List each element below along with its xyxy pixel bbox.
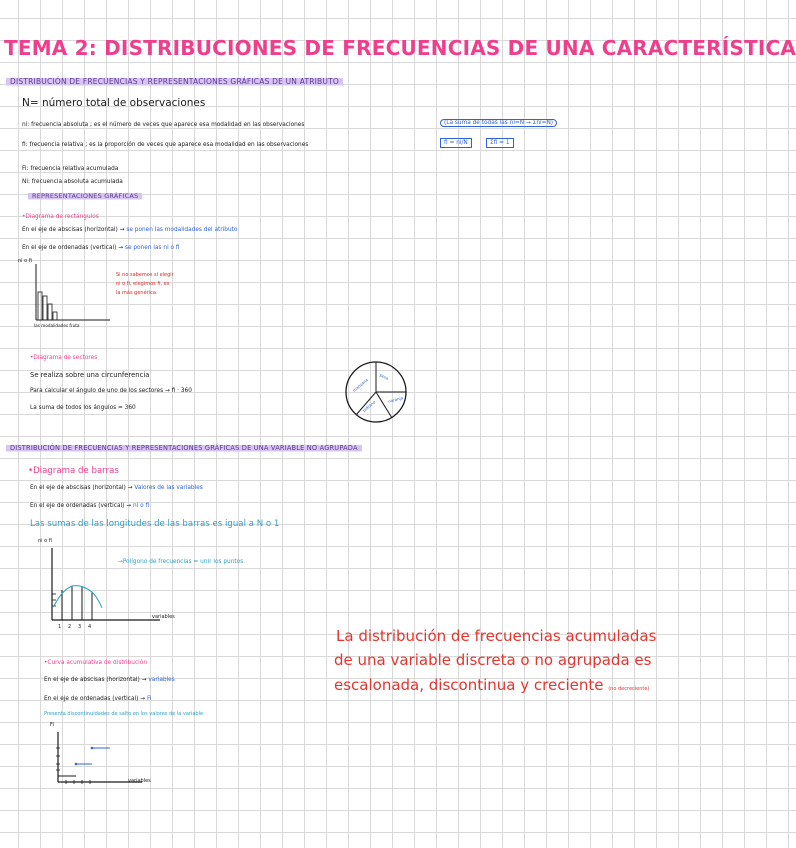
- bars-chart-x-label: variables: [152, 614, 175, 620]
- bar-tick-4: 4: [88, 624, 92, 630]
- pie-label-1: manzana: [351, 377, 369, 393]
- rectangle-diagram: [30, 264, 120, 328]
- N-definition: N= número total de observaciones: [22, 97, 206, 109]
- sectors-heading: •Diagrama de sectores: [30, 355, 98, 361]
- Fi-definition: Fi: frecuencia relativa acumulada: [22, 166, 119, 172]
- cumulative-curve: [52, 730, 172, 790]
- sectors-line1: Se realiza sobre una circunferencia: [30, 371, 150, 379]
- bar-tick-3: 3: [78, 624, 82, 630]
- curve-x-axis: En el eje de abscisas (horizontal) → variables: [44, 677, 175, 683]
- section1-heading: DISTRIBUCIÓN DE FRECUENCIAS Y REPRESENTACIONES GRÁFICAS DE UN ATRIBUTO: [6, 77, 343, 86]
- curve-heading: •Curva acumulativa de distribución: [44, 660, 147, 666]
- curve-note: Presenta discontinuidades de salto en los valores de la variable: [44, 711, 204, 717]
- pie-label-3: plátano: [361, 399, 377, 413]
- rect-note: Si no sabemos si elegir ni o fi, elegimos fi, es la más genérica.: [116, 272, 174, 296]
- rect-chart-x-label: las modalidades fruta: [34, 323, 80, 328]
- section2-heading: DISTRIBUCIÓN DE FRECUENCIAS Y REPRESENTACIONES GRÁFICAS DE UNA VARIABLE NO AGRUPADA: [6, 444, 362, 452]
- bars-y-axis: En el eje de ordenadas (vertical) → ni o fi: [30, 503, 150, 509]
- sectors-line2: Para calcular el ángulo de uno de los sectores → fi · 360: [30, 388, 192, 394]
- curve-chart-x-label: variables: [128, 778, 151, 784]
- curve-chart-y-label: Fi: [50, 722, 54, 728]
- sectors-line3: La suma de todos los ángulos = 360: [30, 405, 136, 411]
- bars-heading: •Diagrama de barras: [28, 466, 119, 476]
- rect-diagram-heading: •Diagrama de rectángulos: [22, 214, 99, 220]
- polygon-note: →Polígono de frecuencias = unir los puntos: [118, 559, 244, 565]
- summary-line1: La distribución de frecuencias acumuladas: [336, 627, 657, 645]
- ni-definition: ni: frecuencia absoluta ; es el número de veces que aparece esa modalidad en las observaciones: [22, 122, 305, 128]
- rect-y-axis: En el eje de ordenadas (vertical) → se ponen las ni o fi: [22, 245, 180, 251]
- summary-line2: de una variable discreta o no agrupada es: [334, 651, 652, 669]
- graphs-heading: REPRESENTACIONES GRÁFICAS: [28, 192, 142, 200]
- sectors-diagram: [344, 360, 408, 424]
- pie-label-2: pera: [379, 372, 390, 382]
- bar-tick-1: 1: [58, 624, 62, 630]
- summary-line3: escalonada, discontinua y creciente (no decreciente): [334, 676, 650, 694]
- bars-x-axis: En el eje de abscisas (horizontal) → Valores de las variables: [30, 485, 203, 491]
- page-title: TEMA 2: DISTRIBUCIONES DE FRECUENCIAS DE UNA CARACTERÍSTICA: [4, 36, 796, 60]
- Ni-definition: Ni: frecuencia absoluta acumulada: [22, 179, 123, 185]
- bars-sum-note: Las sumas de las longitudes de las barras es igual a N o 1: [30, 519, 280, 529]
- sum-ni-note: (La suma de todas las ni=N → Σni=N): [440, 119, 557, 127]
- rect-x-axis: En el eje de abscisas (horizontal) → se ponen las modalidades del atributo: [22, 227, 238, 233]
- fi-formula: fi = ni/N: [440, 138, 472, 148]
- rect-chart-y-label: ni o fi: [18, 258, 32, 264]
- bar-tick-2: 2: [68, 624, 72, 630]
- pie-label-4: naranja: [387, 395, 404, 404]
- curve-y-axis: En el eje de ordenadas (vertical) → Fi: [44, 696, 152, 702]
- fi-definition: fi: frecuencia relativa ; es la proporción de veces que aparece esa modalidad en las observaciones: [22, 142, 309, 148]
- bars-chart-y-label: ni o fi: [38, 538, 52, 544]
- sum-fi-note: Σfi = 1: [486, 138, 514, 148]
